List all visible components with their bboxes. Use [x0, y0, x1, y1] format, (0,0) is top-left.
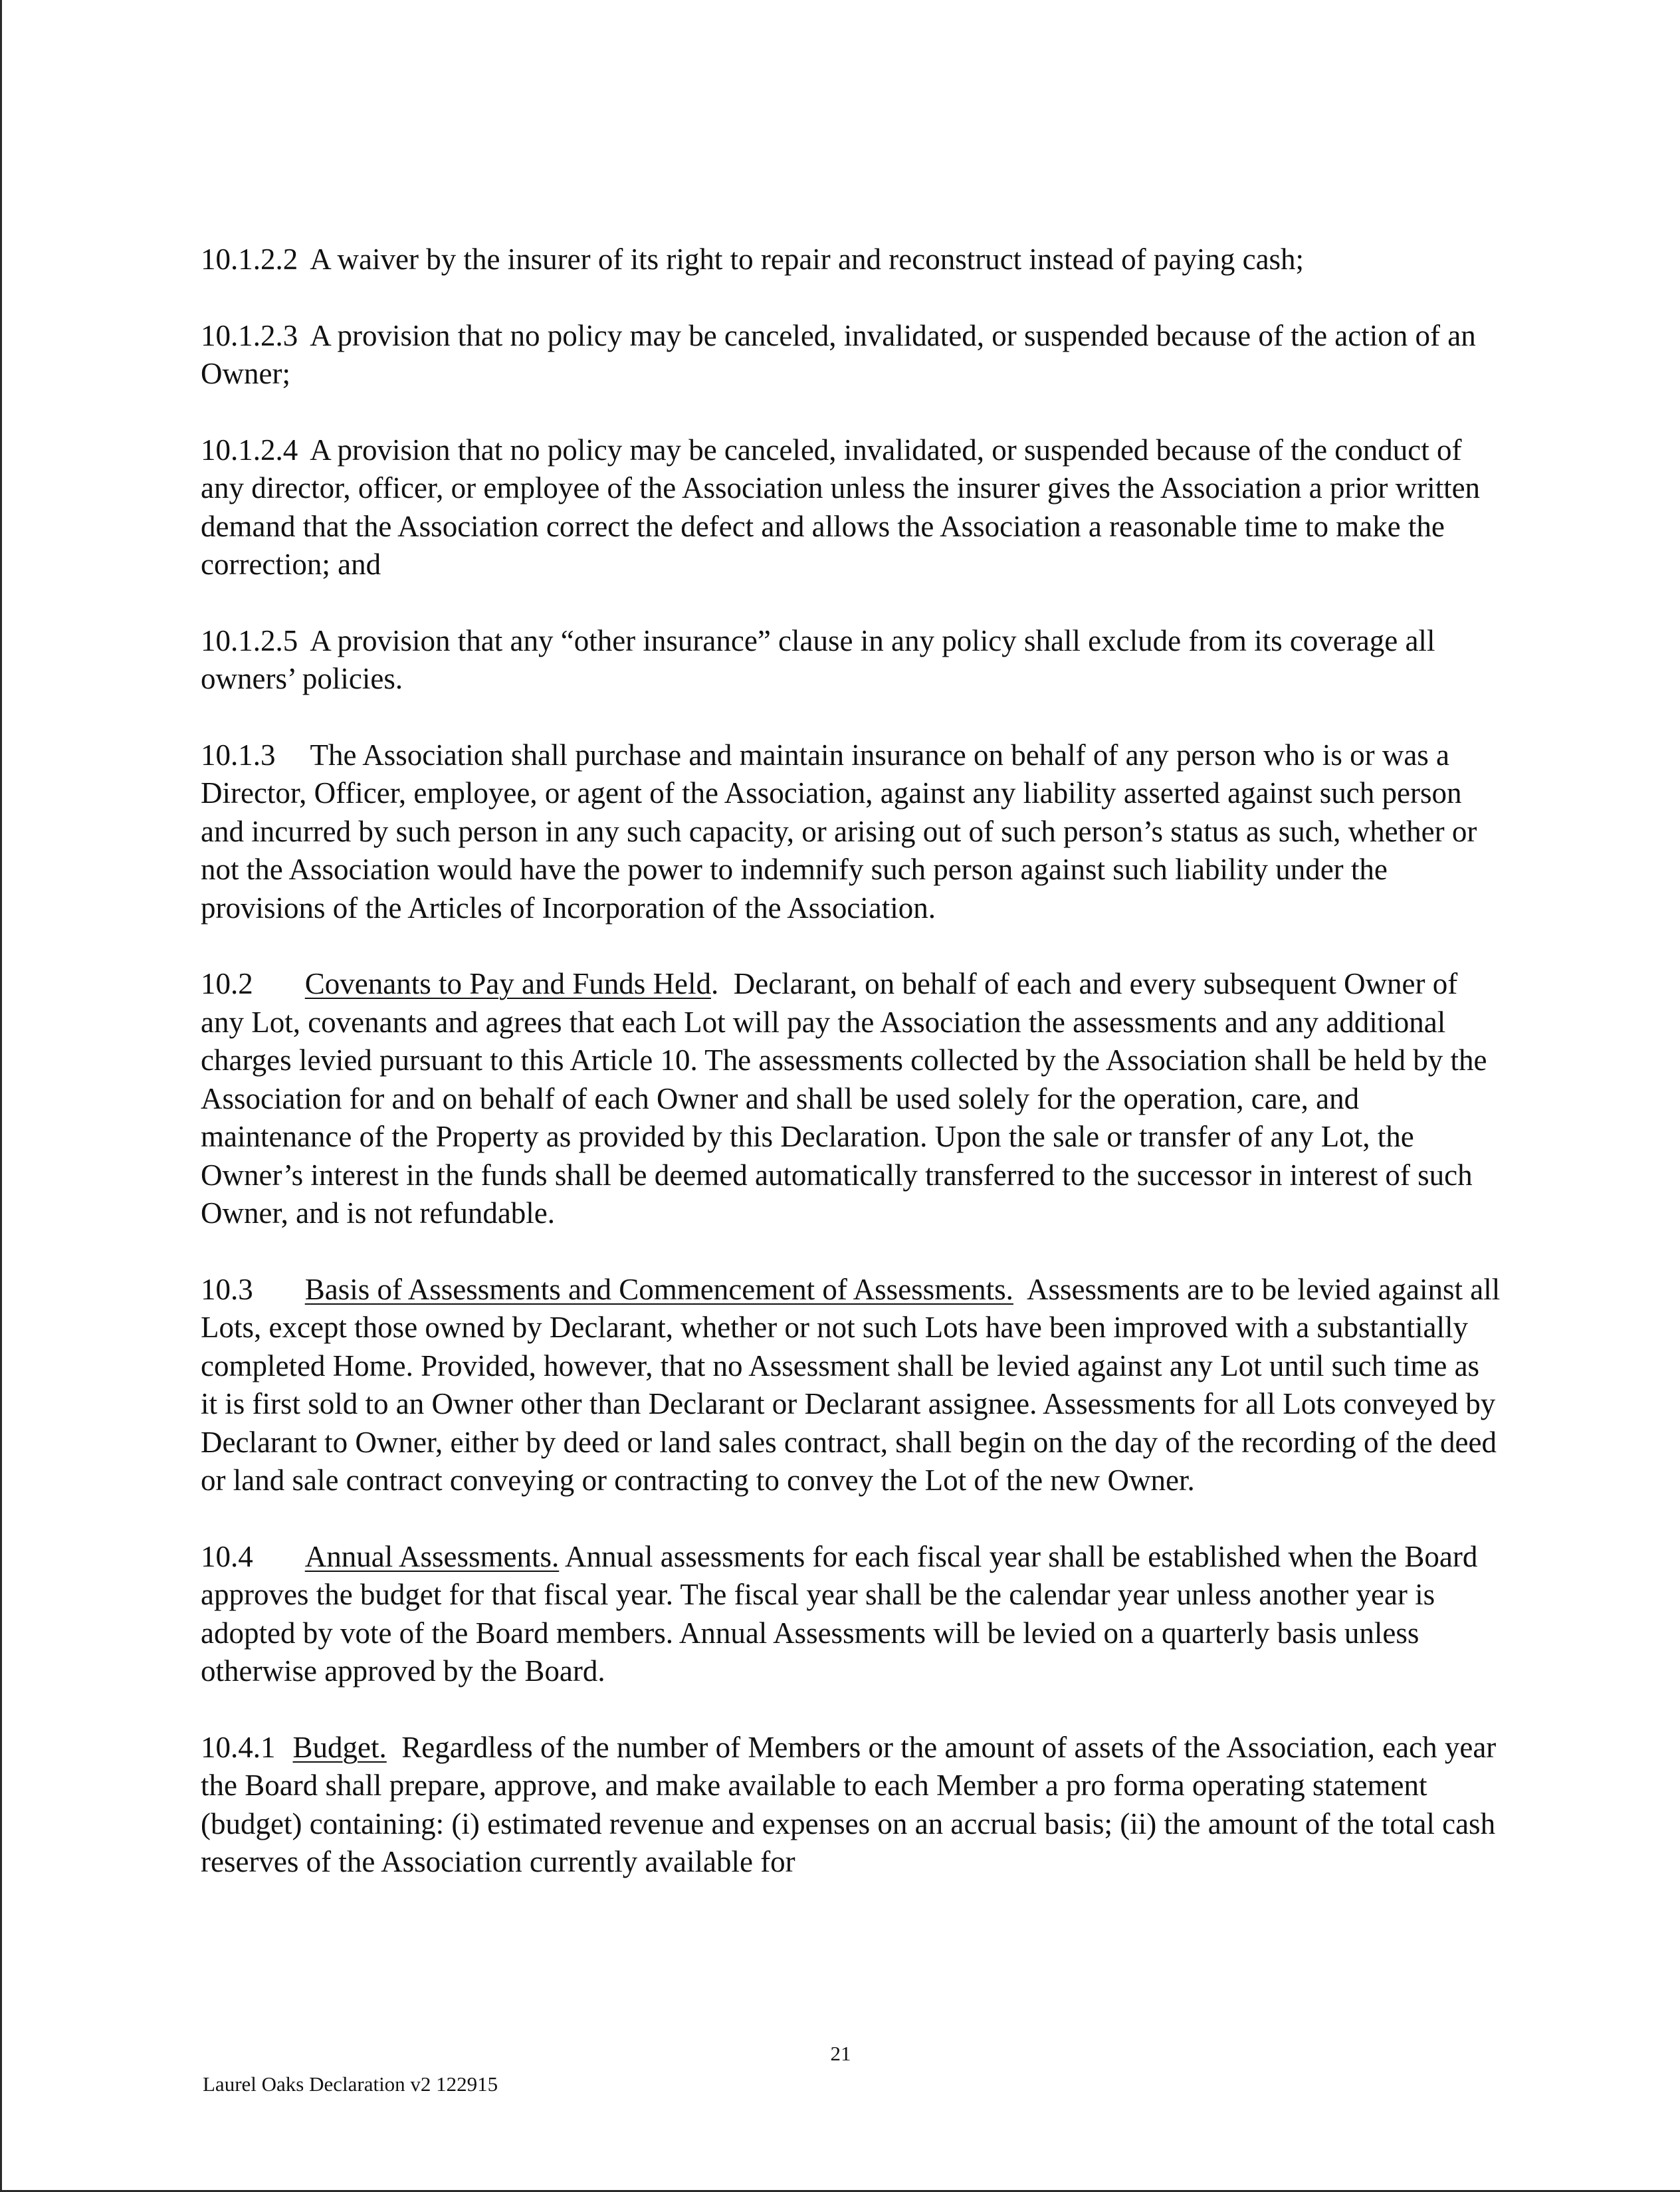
- paragraph-10-1-2-3: [201, 317, 1503, 393]
- document-body: [201, 241, 1503, 1919]
- section-number: 10.1.2.3: [201, 318, 298, 352]
- paragraph-10-2: [201, 965, 1503, 1233]
- paragraph-text: Assessments are to be levied against all Lots, except those owned by Declarant, whether or not such Lots have been improved with a substantially completed Home. Provided, however, that no Assessment shall be levied against any Lot until such time as it is first sold to an Owner other than Declarant or Declarant assignee. Assessments for all Lots conveyed by Declarant to Owner, either by deed or land sales contract, shall begin on the day of the recording of the deed or land sale contract conveying or contracting to convey the Lot of the new Owner.: [201, 1272, 1501, 1497]
- section-number: 10.4.1: [201, 1730, 276, 1764]
- heading-punctuation: .: [710, 967, 719, 1000]
- section-heading: Basis of Assessments and Commencement of Assessments.: [304, 1272, 1013, 1306]
- section-number: 10.1.2.4: [201, 433, 298, 467]
- paragraph-text: A provision that any “other insurance” clause in any policy shall exclude from its coverage all owners’ policies.: [201, 623, 1435, 695]
- document-footer: Laurel Oaks Declaration v2 122915: [203, 2072, 498, 2096]
- paragraph-text: Annual assessments for each fiscal year shall be established when the Board approves the budget for that fiscal year. The fiscal year shall be the calendar year unless another year is adopted by vote of the Board members. Annual Assessments will be levied on a quarterly basis unless otherwise approved by the Board.: [201, 1539, 1478, 1688]
- paragraph-10-4-1: [201, 1729, 1503, 1882]
- section-number: 10.1.2.2: [201, 243, 298, 276]
- scan-edge-left: [0, 0, 2, 2192]
- paragraph-10-4: [201, 1538, 1503, 1691]
- paragraph-text: A waiver by the insurer of its right to repair and reconstruct instead of paying cash;: [310, 243, 1305, 276]
- section-number: 10.3: [201, 1272, 253, 1306]
- paragraph-text: Regardless of the number of Members or the amount of assets of the Association, each year the Board shall prepare, approve, and make available to each Member a pro forma operating statement (budget) containing: (i) estimated revenue and expenses on an accrual basis; (ii) the amount of the total cash reserves of the Association currently available for: [201, 1730, 1497, 1878]
- page-number: 21: [830, 2042, 851, 2065]
- section-number: 10.1.3: [201, 738, 276, 772]
- section-number: 10.2: [201, 967, 253, 1000]
- paragraph-text: A provision that no policy may be canceled, invalidated, or suspended because of the action of an Owner;: [201, 318, 1476, 390]
- section-heading: Annual Assessments.: [304, 1539, 560, 1573]
- section-number: 10.4: [201, 1539, 253, 1573]
- paragraph-text: A provision that no policy may be canceled, invalidated, or suspended because of the conduct of any director, officer, or employee of the Association unless the insurer gives the Association a prior written demand that the Association correct the defect and allows the Association a reasonable time to make the correction; and: [201, 433, 1481, 581]
- section-heading: Covenants to Pay and Funds Held: [304, 967, 711, 1000]
- paragraph-text: Declarant, on behalf of each and every subsequent Owner of any Lot, covenants and agrees that each Lot will pay the Association the assessments and any additional charges levied pursuant to this Article 10. The assessments collected by the Association shall be held by the Association for and on behalf of each Owner and shall be used solely for the operation, care, and maintenance of the Property as provided by this Declaration. Upon the sale or transfer of any Lot, the Owner’s interest in the funds shall be deemed automatically transferred to the successor in interest of such Owner, and is not refundable.: [201, 967, 1487, 1230]
- paragraph-10-1-3: [201, 736, 1503, 928]
- paragraph-10-1-2-2: [201, 241, 1503, 279]
- section-heading: Budget.: [292, 1730, 387, 1764]
- paragraph-10-1-2-5: [201, 622, 1503, 699]
- paragraph-10-1-2-4: [201, 431, 1503, 584]
- paragraph-text: The Association shall purchase and maintain insurance on behalf of any person who is or was a Director, Officer, employee, or agent of the Association, against any liability asserted against such person and incurred by such person in any such capacity, or arising out of such person’s status as such, whether or not the Association would have the power to indemnify such person against such liability under the provisions of the Articles of Incorporation of the Association.: [201, 738, 1477, 925]
- paragraph-10-3: [201, 1271, 1503, 1500]
- section-number: 10.1.2.5: [201, 623, 298, 657]
